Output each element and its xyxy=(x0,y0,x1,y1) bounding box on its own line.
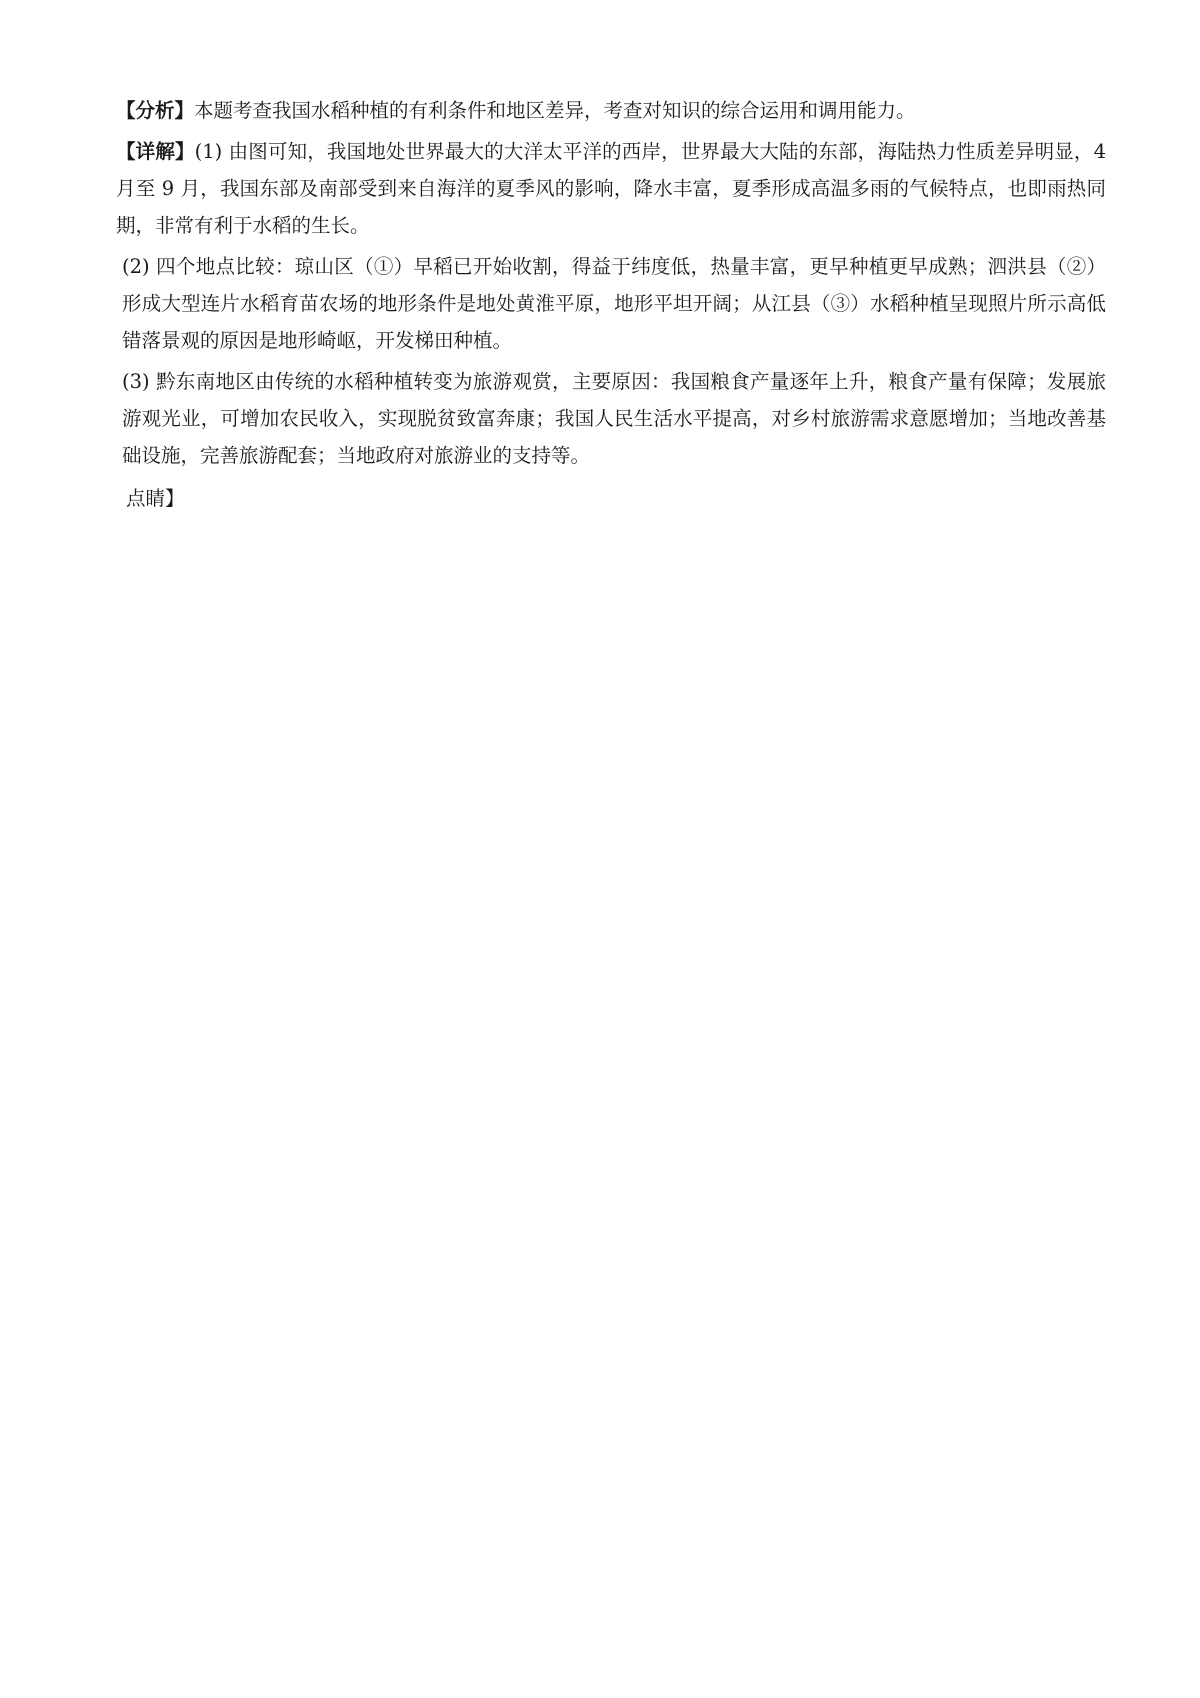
detail-paragraph-3 xyxy=(116,363,1106,474)
analysis-tag: 【分析】 xyxy=(116,99,195,122)
analysis-paragraph xyxy=(116,92,1106,129)
detail-part-2: (2) 四个地点比较：琼山区（①）早稻已开始收割，得益于纬度低，热量丰富，更早种植更早成熟；泗洪县（②）形成大型连片水稻育苗农场的地形条件是地处黄淮平原，地形平坦开阔；从江县（③）水稻种植呈现照片所示高低错落景观的原因是地形崎岖，开发梯田种植。 xyxy=(122,255,1106,352)
detail-part-1: (1) 由图可知，我国地处世界最大的大洋太平洋的西岸，世界最大大陆的东部，海陆热力性质差异明显，4 月至 9 月，我国东部及南部受到来自海洋的夏季风的影响，降水丰富，夏季形成高温多雨的气候特点，也即雨热同期，非常有利于水稻的生长。 xyxy=(116,140,1106,237)
detail-part-3: (3) 黔东南地区由传统的水稻种植转变为旅游观赏，主要原因：我国粮食产量逐年上升，粮食产量有保障；发展旅游观光业，可增加农民收入，实现脱贫致富奔康；我国人民生活水平提高，对乡村旅游需求意愿增加；当地改善基础设施，完善旅游配套；当地政府对旅游业的支持等。 xyxy=(122,370,1106,467)
detail-paragraph-1 xyxy=(116,133,1106,244)
dianjing-heading xyxy=(116,480,1106,517)
detail-paragraph-2 xyxy=(116,248,1106,359)
detail-tag: 【详解】 xyxy=(116,140,195,163)
analysis-text: 本题考查我国水稻种植的有利条件和地区差异，考查对知识的综合运用和调用能力。 xyxy=(194,99,916,122)
dianjing-text: 点睛】 xyxy=(126,487,185,510)
answer-content xyxy=(116,92,1106,521)
